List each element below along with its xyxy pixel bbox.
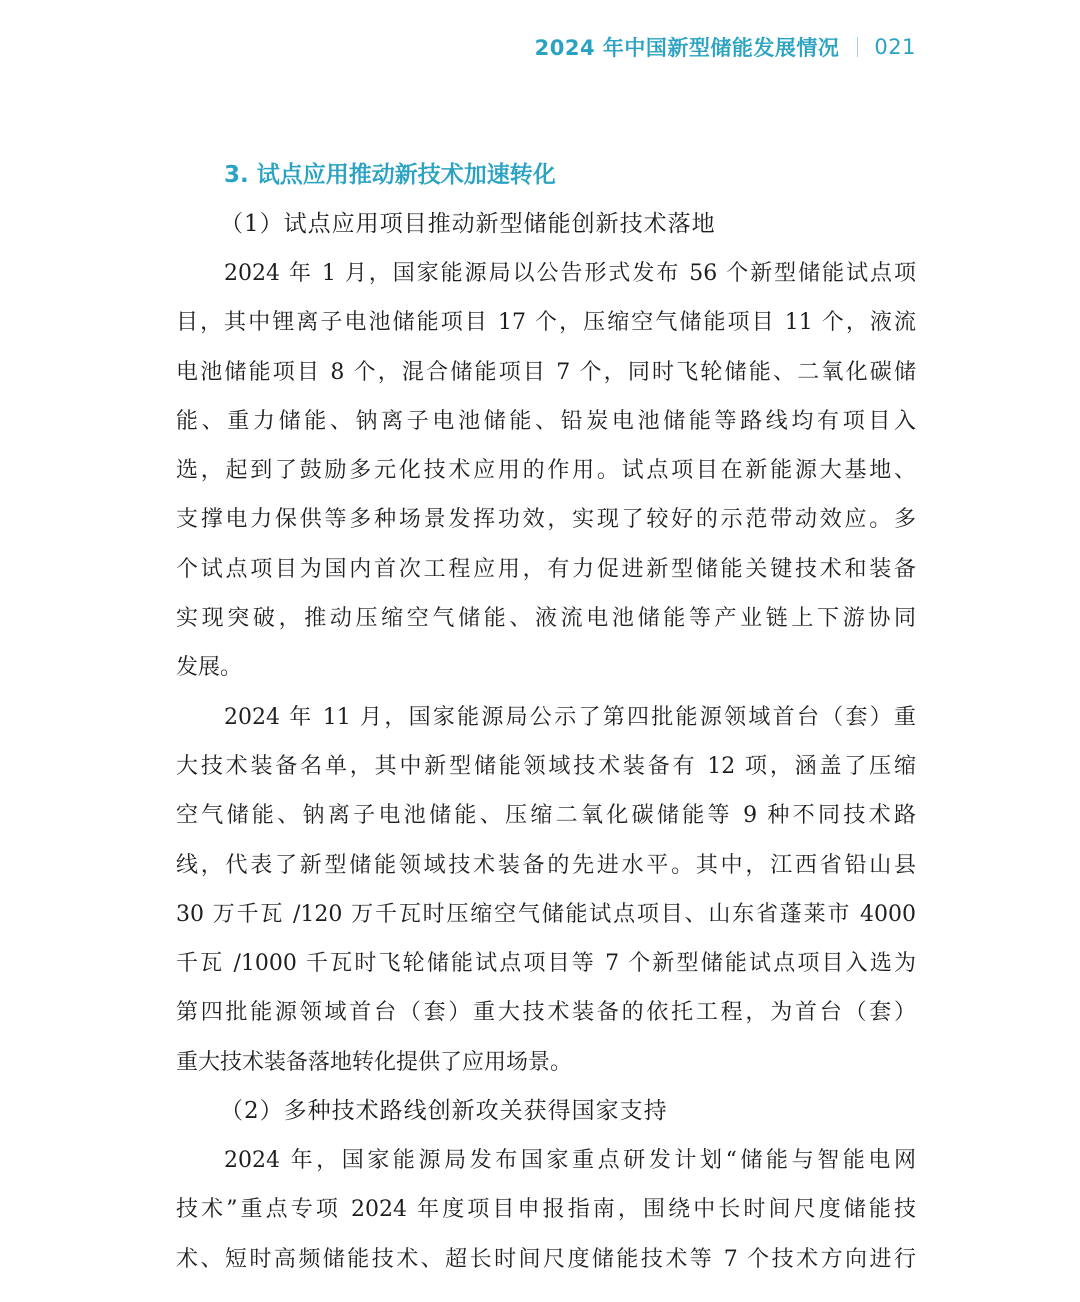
text-line: 术、短时高频储能技术、超长时间尺度储能技术等 7 个技术方向进行 <box>176 1246 916 1272</box>
paragraph-major-equipment <box>176 693 916 1087</box>
text-line: 目，其中锂离子电池储能项目 17 个，压缩空气储能项目 11 个，液流 <box>176 310 916 336</box>
running-header-title: 2024 年中国新型储能发展情况 <box>534 36 840 60</box>
subsection-title-1: （1）试点应用项目推动新型储能创新技术落地 <box>220 211 716 237</box>
text-line: 重大技术装备落地转化提供了应用场景。 <box>176 1049 573 1075</box>
text-line: 选，起到了鼓励多元化技术应用的作用。试点项目在新能源大基地、 <box>176 458 916 484</box>
text-line: 能、重力储能、钠离子电池储能、铅炭电池储能等路线均有项目入 <box>176 408 916 434</box>
section-title: 3. 试点应用推动新技术加速转化 <box>224 162 556 188</box>
text-line: 线，代表了新型储能领域技术装备的先进水平。其中，江西省铅山县 <box>176 852 916 878</box>
page-body <box>176 150 916 1284</box>
text-line: 千瓦 /1000 千瓦时飞轮储能试点项目等 7 个新型储能试点项目入选为 <box>176 951 916 977</box>
header-separator <box>857 37 858 57</box>
text-line: 支撑电力保供等多种场景发挥功效，实现了较好的示范带动效应。多 <box>176 507 916 533</box>
text-line: 2024 年，国家能源局发布国家重点研发计划“储能与智能电网 <box>224 1148 916 1174</box>
text-line: 发展。 <box>176 655 243 681</box>
text-line: 实现突破，推动压缩空气储能、液流电池储能等产业链上下游协同 <box>176 606 916 632</box>
text-line: 电池储能项目 8 个，混合储能项目 7 个，同时飞轮储能、二氧化碳储 <box>176 359 916 385</box>
paragraph-pilot-projects <box>176 249 916 693</box>
paragraph-rd-program <box>176 1136 916 1284</box>
subsection-title-2: （2）多种技术路线创新攻关获得国家支持 <box>220 1098 668 1125</box>
text-line: 大技术装备名单，其中新型储能领域技术装备有 12 项，涵盖了压缩 <box>176 753 916 779</box>
text-line: 30 万千瓦 /120 万千瓦时压缩空气储能试点项目、山东省蓬莱市 4000 <box>176 901 916 927</box>
page-number: 021 <box>874 35 916 59</box>
text-line: 个试点项目为国内首次工程应用，有力促进新型储能关键技术和装备 <box>176 556 916 582</box>
text-line: 空气储能、钠离子电池储能、压缩二氧化碳储能等 9 种不同技术路 <box>176 803 916 829</box>
text-line: 第四批能源领域首台（套）重大技术装备的依托工程，为首台（套） <box>176 1000 916 1026</box>
text-line: 技术”重点专项 2024 年度项目申报指南，围绕中长时间尺度储能技 <box>176 1197 916 1223</box>
running-header <box>0 32 916 62</box>
text-line: 2024 年 1 月，国家能源局以公告形式发布 56 个新型储能试点项 <box>224 261 916 286</box>
text-line: 2024 年 11 月，国家能源局公示了第四批能源领域首台（套）重 <box>224 704 916 730</box>
